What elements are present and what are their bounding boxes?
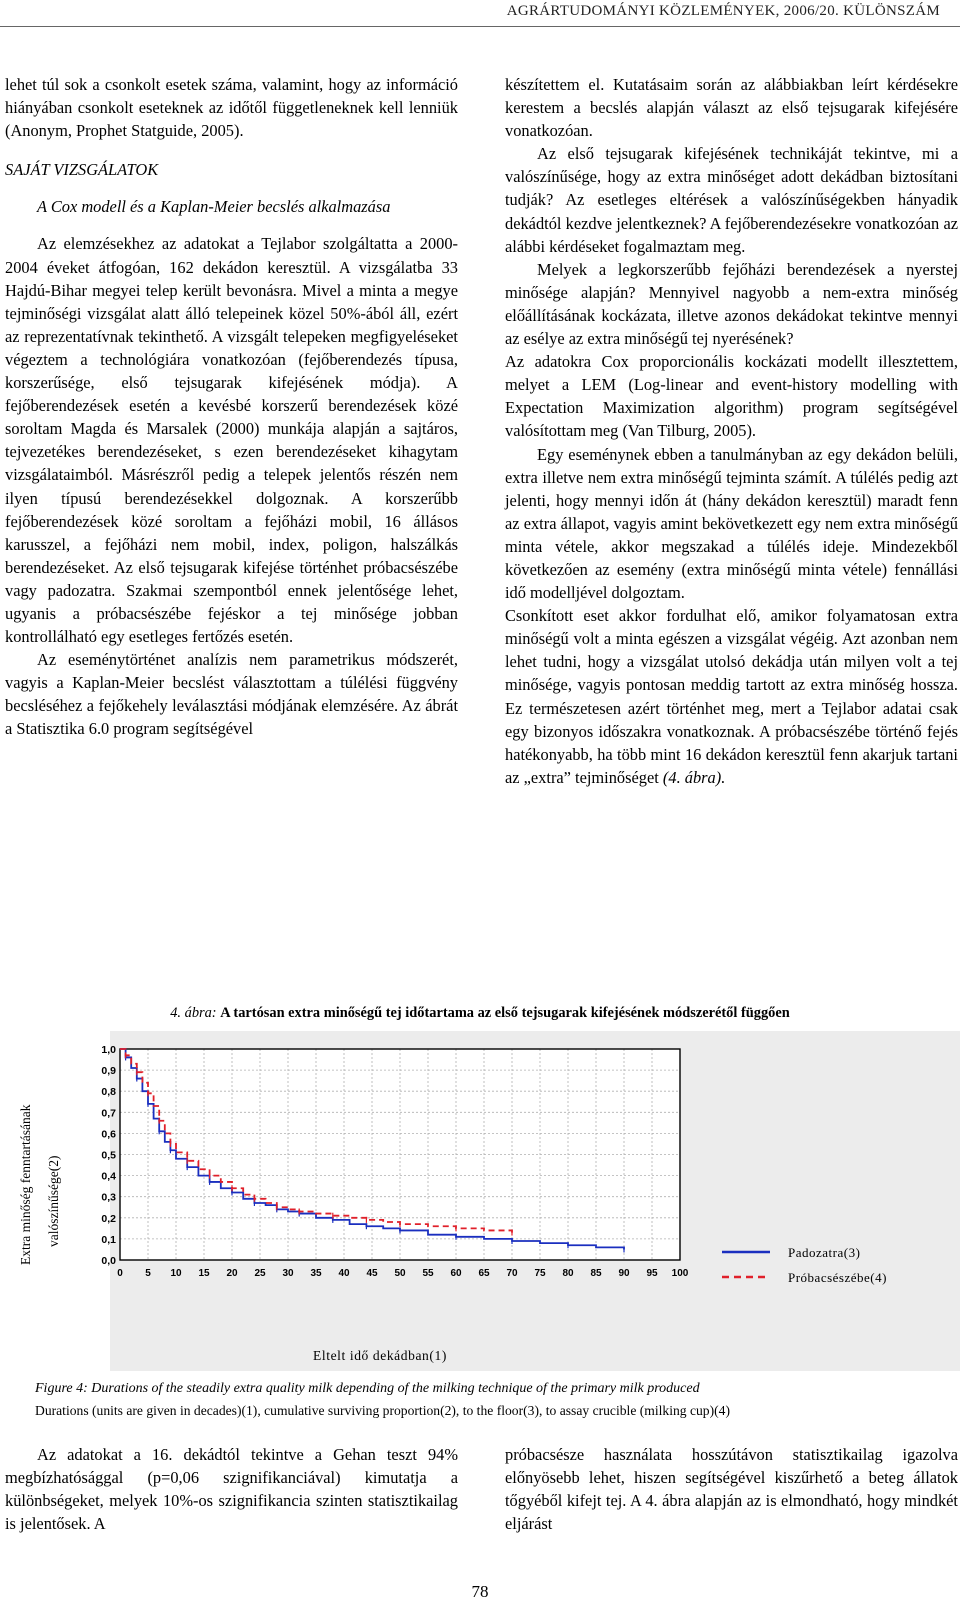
y-axis-label-line2: valószínűsége(2) <box>46 1155 61 1247</box>
y-axis-label-line1: Extra minőség fenntartásának <box>18 1104 33 1265</box>
right-column <box>505 73 958 789</box>
y-tick-label: 0,7 <box>101 1107 116 1120</box>
paragraph <box>505 604 958 789</box>
figure-title-text: A tartósan extra minőségű tej időtartama az első tejsugarak kifejésének módszerétől függően <box>220 1005 790 1021</box>
bottom-left-column <box>5 1443 458 1535</box>
paragraph: Egy eseménynek ebben a tanulmányban az egy dekádon belüli, extra illetve nem extra minőségű tejminta számít. A túlélés pedig azt jelenti, hogy mennyi időn át (hány dekádon keresztül) maradt fenn az extra állapot, vagyis amint bekövetkezett egy nem extra minőségű minta vétele, akkor megszakad a túlélés ideje. Mindezekből következően az esemény (extra minőségű minta vétele) fennállási idő modelljével dolgoztam. <box>505 444 958 603</box>
left-column <box>5 73 458 741</box>
figure-caption-english: Figure 4: Durations of the steadily extra quality milk depending of the milking technique of the primary milk produced <box>35 1381 700 1396</box>
x-tick-label: 30 <box>282 1268 294 1279</box>
paragraph: lehet túl sok a csonkolt esetek száma, valamint, hogy az információ hiányában csonkolt eseteknek az időtől függetleneknek kell lenniük (Anonym, Prophet Statguide, 2005). <box>5 75 458 141</box>
x-tick-label: 75 <box>534 1268 546 1279</box>
paragraph: Melyek a legkorszerűbb fejőházi berendezések a nyerstej minősége alapján? Mennyivel nagyobb a nem-extra minőség előállításának kockázata, illetve azonos dekádokat tekintve mennyi az esélye az extra minőségű tej nyerésének? <box>505 259 958 349</box>
y-tick-label: 0,5 <box>101 1149 116 1162</box>
paragraph-text: Csonkított eset akkor fordulhat elő, amikor folyamatosan extra minőségű volt a minta egészen a vizsgálat végéig. Azt azonban nem lehet tudni, hogy a vizsgálat utolsó dekádja után milyen volt a tej minősége, vagyis pontosan meddig tartott az extra minőség hossza. Ez természetesen azért történhet meg, mert a Tejlabor adatai csak egy bizonyos időszakra vonatkoznak. A próbacsészébe történő fejés hatékonyabb, ha több mint 16 dekádon keresztül fenn akarjuk tartani az „extra” tejminőséget <box>505 606 958 787</box>
x-tick-label: 60 <box>450 1268 462 1279</box>
figure-label: 4. ábra: <box>170 1005 217 1021</box>
x-tick-label: 0 <box>117 1268 123 1279</box>
legend-label-padozatra: Padozatra(3) <box>788 1245 861 1260</box>
x-tick-label: 35 <box>310 1268 322 1279</box>
paragraph: készítettem el. Kutatásaim során az alábbiakban leírt kérdésekre kerestem a becslés alapján választ az első tejsugarak kifejésére vonatkozóan. <box>505 75 958 141</box>
y-tick-label: 0,8 <box>101 1086 116 1099</box>
paragraph: Az adatokra Cox proporcionális kockázati modellt illesztettem, melyet a LEM (Log-linear and event-history modelling with Expectation Maximization algorithm) program segítségével valósítottam meg (Van Tilburg, 2005). <box>505 352 958 441</box>
x-tick-label: 85 <box>590 1268 602 1279</box>
survival-chart <box>0 1025 960 1380</box>
bottom-right-column <box>505 1443 958 1535</box>
paragraph: próbacsésze használata hosszútávon statisztikailag igazolva előnyösebb lehet, hiszen segítségével kiszűrhető a beteg állatok tőgyéből kifejt tej. A 4. ábra alapján az is elmondható, hogy mindkét eljárást <box>505 1445 958 1534</box>
x-tick-label: 45 <box>366 1268 378 1279</box>
x-tick-label: 100 <box>671 1268 689 1279</box>
header-rule <box>0 26 960 27</box>
y-tick-label: 0,4 <box>101 1170 116 1183</box>
paragraph: Az első tejsugarak kifejésének technikáját tekintve, mi a valószínűsége, hogy az extra minőséget adott dekádban biztosítani tudják? Az esetleges eltérések a valószínűségekben hányadik dekádtól kezdve jelentkeznek? A fejőberendezésekre vonatkozóan az alábbi kérdéseket fogalmaztam meg. <box>505 144 958 256</box>
x-tick-label: 65 <box>478 1268 490 1279</box>
x-tick-label: 95 <box>646 1268 658 1279</box>
figure-reference: (4. ábra). <box>662 767 726 787</box>
x-tick-label: 15 <box>198 1268 210 1279</box>
y-tick-label: 0,3 <box>101 1191 116 1204</box>
x-tick-label: 40 <box>338 1268 350 1279</box>
x-axis-label: Eltelt idő dekádban(1) <box>313 1348 447 1363</box>
x-tick-label: 90 <box>618 1268 630 1279</box>
figure-title <box>0 1005 960 1022</box>
x-tick-label: 20 <box>226 1268 238 1279</box>
x-tick-label: 70 <box>506 1268 518 1279</box>
y-tick-label: 0,1 <box>101 1233 116 1246</box>
paragraph: Az adatokat a 16. dekádtól tekintve a Gehan teszt 94% megbízhatósággal (p=0,06 szignifikanciával) kimutatja a különbségeket, melyek 10%-os szignifikancia szinten statisztikailag is jelentősek. A <box>5 1445 458 1534</box>
x-tick-label: 80 <box>562 1268 574 1279</box>
y-tick-label: 1,0 <box>101 1044 116 1056</box>
y-tick-label: 0,6 <box>101 1128 116 1141</box>
figure-caption-legend: Durations (units are given in decades)(1), cumulative surviving proportion(2), to the floor(3), to assay crucible (milking cup)(4) <box>35 1403 730 1418</box>
y-tick-label: 0,0 <box>101 1255 116 1267</box>
running-header: AGRÁRTUDOMÁNYI KÖZLEMÉNYEK, 2006/20. KÜLÖNSZÁM <box>506 3 940 19</box>
section-heading: SAJÁT VIZSGÁLATOK <box>5 160 159 180</box>
x-tick-label: 55 <box>422 1268 434 1279</box>
legend-label-probacsesze: Próbacsészébe(4) <box>788 1270 887 1285</box>
x-tick-label: 25 <box>254 1268 266 1279</box>
y-tick-label: 0,2 <box>101 1212 116 1225</box>
subsection-heading: A Cox modell és a Kaplan-Meier becslés alkalmazása <box>37 197 391 217</box>
y-tick-label: 0,9 <box>101 1065 116 1078</box>
paragraph: Az elemzésekhez az adatokat a Tejlabor szolgáltatta a 2000-2004 éveket átfogóan, 162 dekádon keresztül. A vizsgálatba 33 Hajdú-Bihar megyei telep került bevonásra. Mivel a minta a megye tejminőségi vizsgálat alatt álló telepeinek közel 50%-ából áll, ezért az reprezentatívnak tekinthető. A vizsgált telepeken megfigyeléseket végeztem a technológiára vonatkozóan (fejőberendezés típusa, korszerűsége, első tejsugarak kifejésének módja). A fejőberendezések esetén a kevésbé korszerű berendezések közé soroltam Magda és Marsalek (2000) munkája alapján a sajtáros, tejvezetékes berendezéseket, s ezen berendezéseket kihagytam vizsgálataimból. Másrészről pedig a telepek jelentős részén nem ilyen típusú berendezésekkel dolgoznak. A korszerűbb fejőberendezések közé soroltam a fejőházi mobil, 16 állásos karusszel, a fejőházi nem mobil, index, poligon, halszálkás berendezéseket. Az első tejsugarak kifejése történhet próbacsészébe vagy padozatra. Szakmai szempontból ennek jelentősége lehet, ugyanis a próbacsészébe fejéskor a tej minősége jobban kontrollálható egy esetleges fertőzés esetén. <box>5 234 458 647</box>
x-tick-label: 10 <box>170 1268 182 1279</box>
page-number: 78 <box>471 1582 489 1601</box>
paragraph: Az eseménytörténet analízis nem parametrikus módszerét, vagyis a Kaplan-Meier becslést választottam a túlélési függvény becsléséhez a fejőkehely leválasztási módjának elemzésére. Az ábrát a Statisztika 6.0 program segítségével <box>5 650 458 739</box>
x-tick-label: 50 <box>394 1268 406 1279</box>
x-tick-label: 5 <box>145 1268 151 1279</box>
